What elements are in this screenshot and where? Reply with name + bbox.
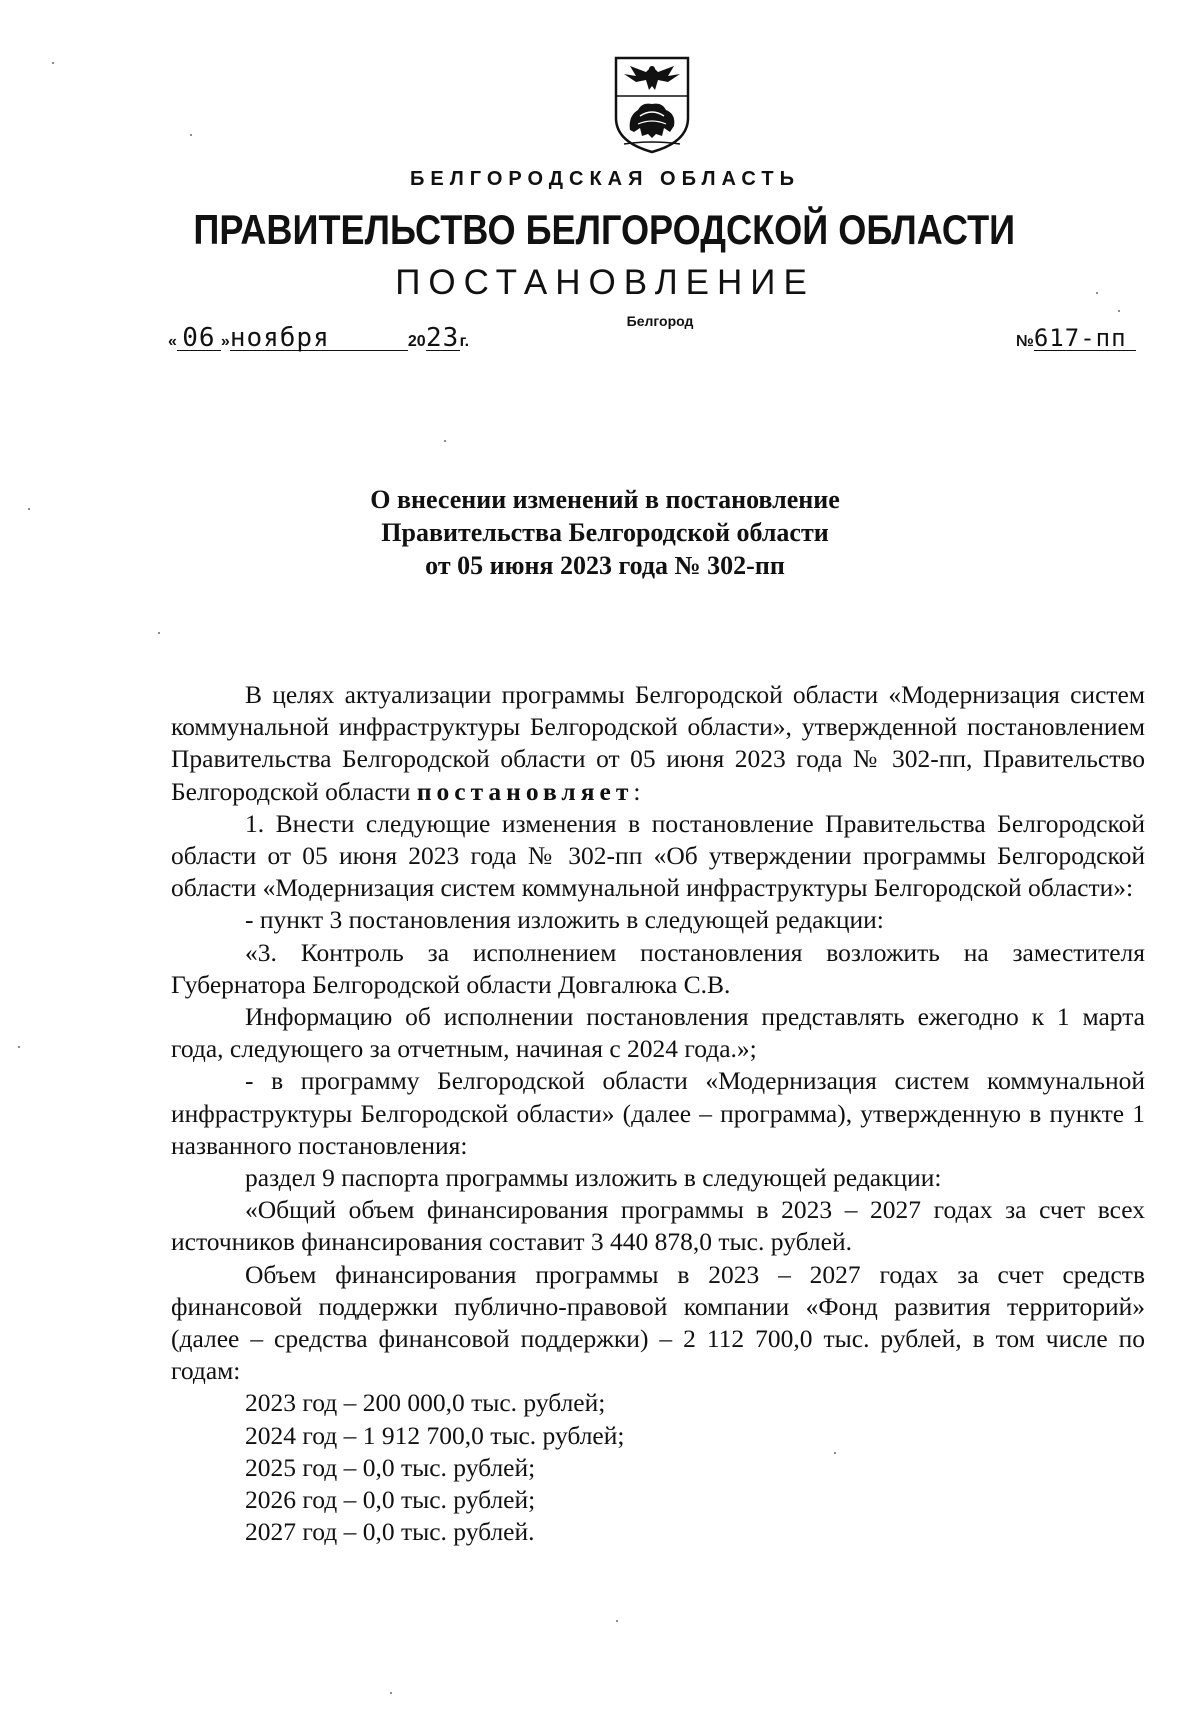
city-label: Белгород (626, 313, 694, 329)
year-line-2027: 2027 год – 0,0 тыс. рублей. (245, 1517, 535, 1547)
scan-speck (616, 1620, 618, 1622)
title-line-2: Правительства Белгородской области (381, 518, 829, 547)
coat-of-arms-emblem (612, 56, 692, 154)
date-month: ноября (230, 326, 408, 351)
scan-speck (190, 134, 192, 136)
paragraph-program: - в программу Белгородской области «Модернизация систем коммунальной инфраструктуры Белгородской области» (далее – программа), утвержденную в пункте 1 названного постановления: (171, 1066, 1145, 1160)
year-line-2024: 2024 год – 1 912 700,0 тыс. рублей; (245, 1420, 625, 1450)
scan-speck (18, 1046, 20, 1048)
title-line-1: О внесении изменений в постановление (370, 485, 840, 514)
document-number (1016, 326, 1136, 351)
resolves-word: постановляет (416, 776, 634, 806)
document-title (0, 483, 1200, 582)
document-date (168, 323, 470, 353)
date-year-suffix: 23 (425, 323, 460, 353)
paragraph-control: «3. Контроль за исполнением постановления возложить на заместителя Губернатора Белгородской области Довгалюка С.В. (171, 937, 1145, 999)
scan-speck (390, 1692, 392, 1694)
paragraph-preamble (171, 679, 1145, 808)
preamble-colon: : (633, 776, 641, 806)
date-year-prefix: 20 (407, 333, 426, 350)
title-line-3: от 05 июня 2023 года № 302-пп (425, 551, 785, 580)
date-close-quote: » (220, 333, 230, 350)
government-heading: ПРАВИТЕЛЬСТВО БЕЛГОРОДСКОЙ ОБЛАСТИ (193, 206, 1016, 253)
paragraph-total-funding: «Общий объем финансирования программы в 2023 – 2027 годах за счет всех источников финансирования составит 3 440 878,0 тыс. рублей. (171, 1195, 1145, 1257)
region-heading: БЕЛГОРОДСКАЯ ОБЛАСТЬ (410, 168, 800, 190)
preamble-text: В целях актуализации программы Белгородской области «Модернизация систем коммунальной инфраструктуры Белгородской области», утвержденной постановлением Правительства Белгородской области от 05 июня 2023 года № 302-пп, Правительство Белгородской области (171, 680, 1145, 806)
year-line-2025: 2025 год – 0,0 тыс. рублей; (245, 1452, 536, 1482)
scan-speck (52, 62, 54, 64)
document-type-heading: ПОСТАНОВЛЕНИЕ (395, 263, 815, 302)
scan-speck (1118, 310, 1120, 312)
scan-speck (158, 632, 160, 634)
year-line-2026: 2026 год – 0,0 тыс. рублей; (245, 1485, 536, 1515)
year-line-2023: 2023 год – 200 000,0 тыс. рублей; (245, 1388, 606, 1418)
paragraph-item-1: 1. Внести следующие изменения в постановление Правительства Белгородской области от 05 июня 2023 года № 302-пп «Об утверждении программы Белгородской области «Модернизация систем коммунальной инфраструктуры Белгородской области»: (171, 808, 1145, 903)
number-value: 617-пп (1034, 326, 1136, 351)
paragraph-information: Информацию об исполнении постановления представлять ежегодно к 1 марта года, следующего за отчетным, начиная с 2024 года.»; (171, 1002, 1145, 1064)
date-open-quote: « (168, 333, 177, 350)
scan-speck (28, 508, 30, 510)
paragraph-fund-funding: Объем финансирования программы в 2023 – 2027 годах за счет средств финансовой поддержки публично-правовой компании «Фонд развития территорий» (далее – средства финансовой поддержки) – 2 112 700,0 тыс. рублей, в том числе по годам: (171, 1259, 1145, 1386)
scan-speck (834, 1452, 836, 1454)
date-year-abbr: г. (459, 333, 470, 350)
document-body (171, 679, 1145, 1548)
number-sign: № (1016, 333, 1034, 350)
paragraph-section-9: раздел 9 паспорта программы изложить в следующей редакции: (245, 1163, 942, 1193)
scan-speck (444, 440, 446, 442)
date-day: 06 (177, 326, 221, 351)
scan-speck (1096, 292, 1098, 294)
paragraph-item-3-intro: - пункт 3 постановления изложить в следующей редакции: (245, 905, 884, 935)
